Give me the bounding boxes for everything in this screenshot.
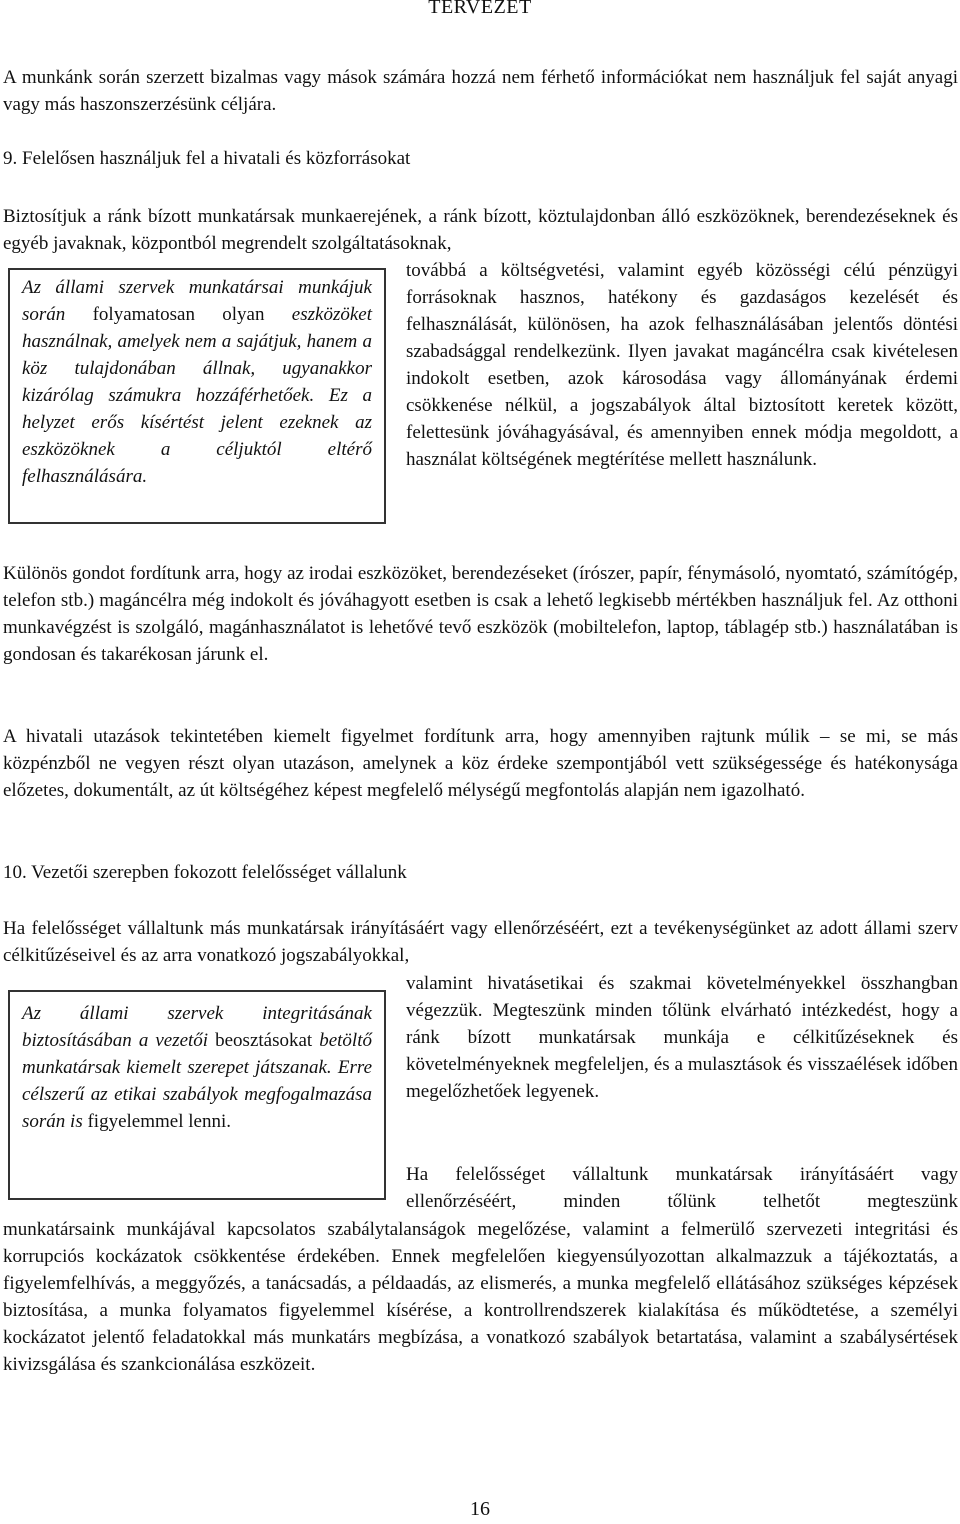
paragraph-supervision-start: Ha felelősséget vállaltunk munkatársak irányításáért vagy ellenőrzéséért, minden tőlünk telhetőt megteszünk	[406, 1164, 958, 1212]
section-9-heading: 9. Felelősen használjuk fel a hivatali és közforrásokat	[3, 148, 411, 169]
paragraph-resources-intro: Biztosítjuk a ránk bízott munkatársak munkaerejének, a ránk bízott, köztulajdonban álló eszközöknek, berendezéseknek és egyéb javaknak, központból megrendelt szolgáltatásoknak,	[3, 206, 958, 254]
callout-2-normal-a: beosztásokat	[208, 1030, 320, 1051]
page-number: 16	[470, 1498, 490, 1520]
callout-box-integrity	[8, 990, 386, 1200]
callout-2-italic-b: betöltő munkatársak kiemelt szerepet játszanak. Erre célszerű az etikai szabályok megfogalmazása során is	[22, 1030, 372, 1132]
callout-box-state-assets	[8, 268, 386, 524]
section-10-heading: 10. Vezetői szerepben fokozott felelősséget vállalunk	[3, 862, 407, 883]
callout-1-normal: folyamatosan olyan	[65, 304, 292, 325]
callout-2-italic-a: Az állami szervek integritásának biztosításában a vezetői	[22, 1003, 372, 1051]
paragraph-leadership-continued: valamint hivatásetikai és szakmai követelményekkel összhangban végezzük. Megteszünk minden tőlünk elvárható intézkedést, hogy a ránk bízott munkatársak munkája e célkitűzéseknek és követelményeknek megfeleljen, és a mulasztások és visszaélések időben megelőzhetőek legyenek.	[406, 973, 958, 1102]
paragraph-official-travel: A hivatali utazások tekintetében kiemelt figyelmet fordítunk arra, hogy amennyiben rajtunk múlik – se mi, se más közpénzből ne vegyen részt olyan utazáson, amelynek a köz érdeke szempontjából vett szükségessége és hatékonysága előzetes, dokumentált, az út költségéhez képest megfelelő mélységű megfontolás alapján nem igazolható.	[3, 726, 958, 801]
page-header: TERVEZET	[428, 0, 532, 18]
paragraph-supervision-continued: munkatársaink munkájával kapcsolatos szabálytalanságok megelőzése, valamint a felmerülő szervezeti integritási és korrupciós kockázatok csökkentése érdekében. Ennek megfelelően kiegyensúlyozottan alkalmazzuk a tájékoztatás, a figyelemfelhívás, a meggyőzés, a tanácsadás, a példaadás, az elismerés, a munka megfelelő ellátásához szükséges képzések biztosítása, a munka folyamatos figyelemmel kísérése, a kontrollrendszerek kialakítása és működtetése, a személyi kockázatot jelentő feladatokkal más munkatárs megbízása, a vonatkozó szabályok betartatása, valamint a szabálysértések kivizsgálása és szankcionálása eszközeit.	[3, 1219, 958, 1375]
callout-2-normal-b: figyelemmel lenni.	[82, 1111, 231, 1132]
paragraph-confidential-info: A munkánk során szerzett bizalmas vagy mások számára hozzá nem férhető információkat nem használjuk fel saját anyagi vagy más haszonszerzésünk céljára.	[3, 67, 958, 115]
callout-1-italic-b: eszközöket használnak, amelyek nem a sajátjuk, hanem a köz tulajdonában állnak, ugyanakkor kizárólag számukra hozzáférhetőek. Ez a helyzet erős kísértést jelent ezeknek az eszközöknek a céljuktól eltérő felhasználására.	[22, 304, 372, 487]
callout-1-italic-a: Az állami szervek munkatársai munkájuk során	[22, 277, 372, 325]
paragraph-leadership-intro: Ha felelősséget vállaltunk más munkatársak irányításáért vagy ellenőrzéséért, ezt a tevékenységünket az adott állami szerv célkitűzéseivel és az arra vonatkozó jogszabályokkal,	[3, 918, 958, 966]
paragraph-resources-continued: továbbá a költségvetési, valamint egyéb közösségi célú pénzügyi forrásoknak hasznos, hatékony és gazdaságos kezelését és felhasználását, különösen, ha azok felhasználásában jelentős döntési szabadsággal rendelkezünk. Ilyen javakat magáncélra csak kivételesen indokolt esetben, azok károsodása vagy állományának érdemi csökkenése nélkül, a jogszabályok által biztosított keretek között, felettesünk jóváhagyásával, és amennyiben ennek módja megoldott, a használat költségének megtérítése mellett használunk.	[406, 260, 958, 470]
paragraph-office-equipment: Különös gondot fordítunk arra, hogy az irodai eszközöket, berendezéseket (írószer, papír, fénymásoló, nyomtató, számítógép, telefon stb.) magáncélra még indokolt és jóváhagyott esetben is csak a lehető legkisebb mértékben használjuk fel. Az otthoni munkavégzést is szolgáló, magánhasználatot is lehetővé tevő eszközök (mobiltelefon, laptop, táblagép stb.) használatában is gondosan és takarékosan járunk el.	[3, 563, 958, 665]
